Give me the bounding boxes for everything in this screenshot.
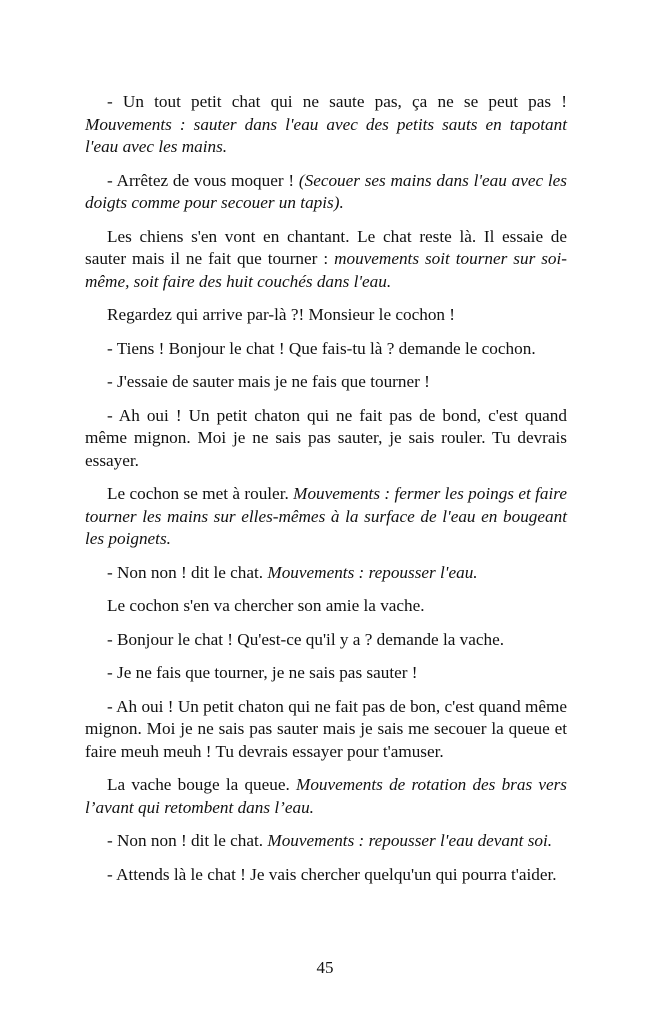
- paragraph: [85, 696, 567, 764]
- text-segment: Le cochon s'en va chercher son amie la vache.: [107, 596, 425, 615]
- text-segment: Les chiens s'en vont en chantant. Le chat reste là. Il essaie de sauter mais il ne fait que tourner :: [85, 226, 567, 268]
- italic-stage-direction: Mouvements de rotation des bras vers l’avant qui retombent dans l’eau.: [85, 775, 567, 817]
- text-segment: - Non non ! dit le chat.: [107, 562, 268, 582]
- paragraph: [85, 483, 567, 551]
- text-segment: - Je ne fais que tourner, je ne sais pas sauter !: [107, 663, 418, 682]
- paragraph: [85, 830, 567, 853]
- text-segment: - Tiens ! Bonjour le chat ! Que fais-tu là ? demande le cochon.: [107, 338, 536, 358]
- text-segment: - J'essaie de sauter mais je ne fais que tourner !: [107, 372, 430, 391]
- paragraph: [85, 562, 567, 585]
- text-segment: - Ah oui ! Un petit chaton qui ne fait pas de bon, c'est quand même mignon. Moi je ne sais pas sauter mais je sais me secouer la queue et faire meuh meuh ! Tu devrais essayer pour t'amuser.: [85, 696, 567, 761]
- paragraph: [85, 338, 567, 361]
- paragraph: [85, 91, 567, 159]
- text-segment: Regardez qui arrive par-là ?! Monsieur le cochon !: [107, 305, 456, 324]
- paragraph: [85, 304, 567, 327]
- paragraph: [85, 405, 567, 473]
- italic-stage-direction: Mouvements : sauter dans l'eau avec des petits sauts en tapotant l'eau avec les mains.: [85, 114, 567, 156]
- italic-stage-direction: (Secouer ses mains dans l'eau avec les doigts comme pour secouer un tapis).: [85, 170, 567, 212]
- italic-stage-direction: mouvements soit tourner sur soi-même, soit faire des huit couchés dans l'eau.: [85, 249, 567, 291]
- text-segment: La vache bouge la queue.: [107, 775, 296, 794]
- paragraph: [85, 226, 567, 294]
- italic-stage-direction: Mouvements : repousser l'eau.: [267, 562, 478, 582]
- italic-stage-direction: Mouvements : fermer les poings et faire tourner les mains sur elles-mêmes à la surface de l'eau en bougeant les poignets.: [85, 484, 567, 548]
- paragraph: [85, 170, 567, 215]
- page-number: 45: [316, 958, 334, 977]
- text-segment: - Arrêtez de vous moquer !: [107, 170, 299, 190]
- text-segment: - Attends là le chat ! Je vais chercher quelqu'un qui pourra t'aider.: [107, 864, 557, 884]
- paragraph: [85, 595, 567, 618]
- paragraph: [85, 774, 567, 819]
- italic-stage-direction: Mouvements : repousser l'eau devant soi.: [267, 831, 553, 850]
- text-segment: Le cochon se met à rouler.: [107, 484, 294, 503]
- text-segment: - Non non ! dit le chat.: [107, 831, 268, 850]
- page-body: [85, 91, 567, 897]
- text-segment: - Ah oui ! Un petit chaton qui ne fait pas de bond, c'est quand même mignon. Moi je ne sais pas sauter, je sais rouler. Tu devrais essayer.: [85, 405, 567, 470]
- paragraph: [85, 371, 567, 394]
- paragraph: [85, 864, 567, 887]
- text-segment: - Un tout petit chat qui ne saute pas, ça ne se peut pas !: [107, 92, 567, 111]
- text-segment: - Bonjour le chat ! Qu'est-ce qu'il y a ? demande la vache.: [107, 629, 505, 649]
- paragraph: [85, 662, 567, 685]
- paragraph: [85, 629, 567, 652]
